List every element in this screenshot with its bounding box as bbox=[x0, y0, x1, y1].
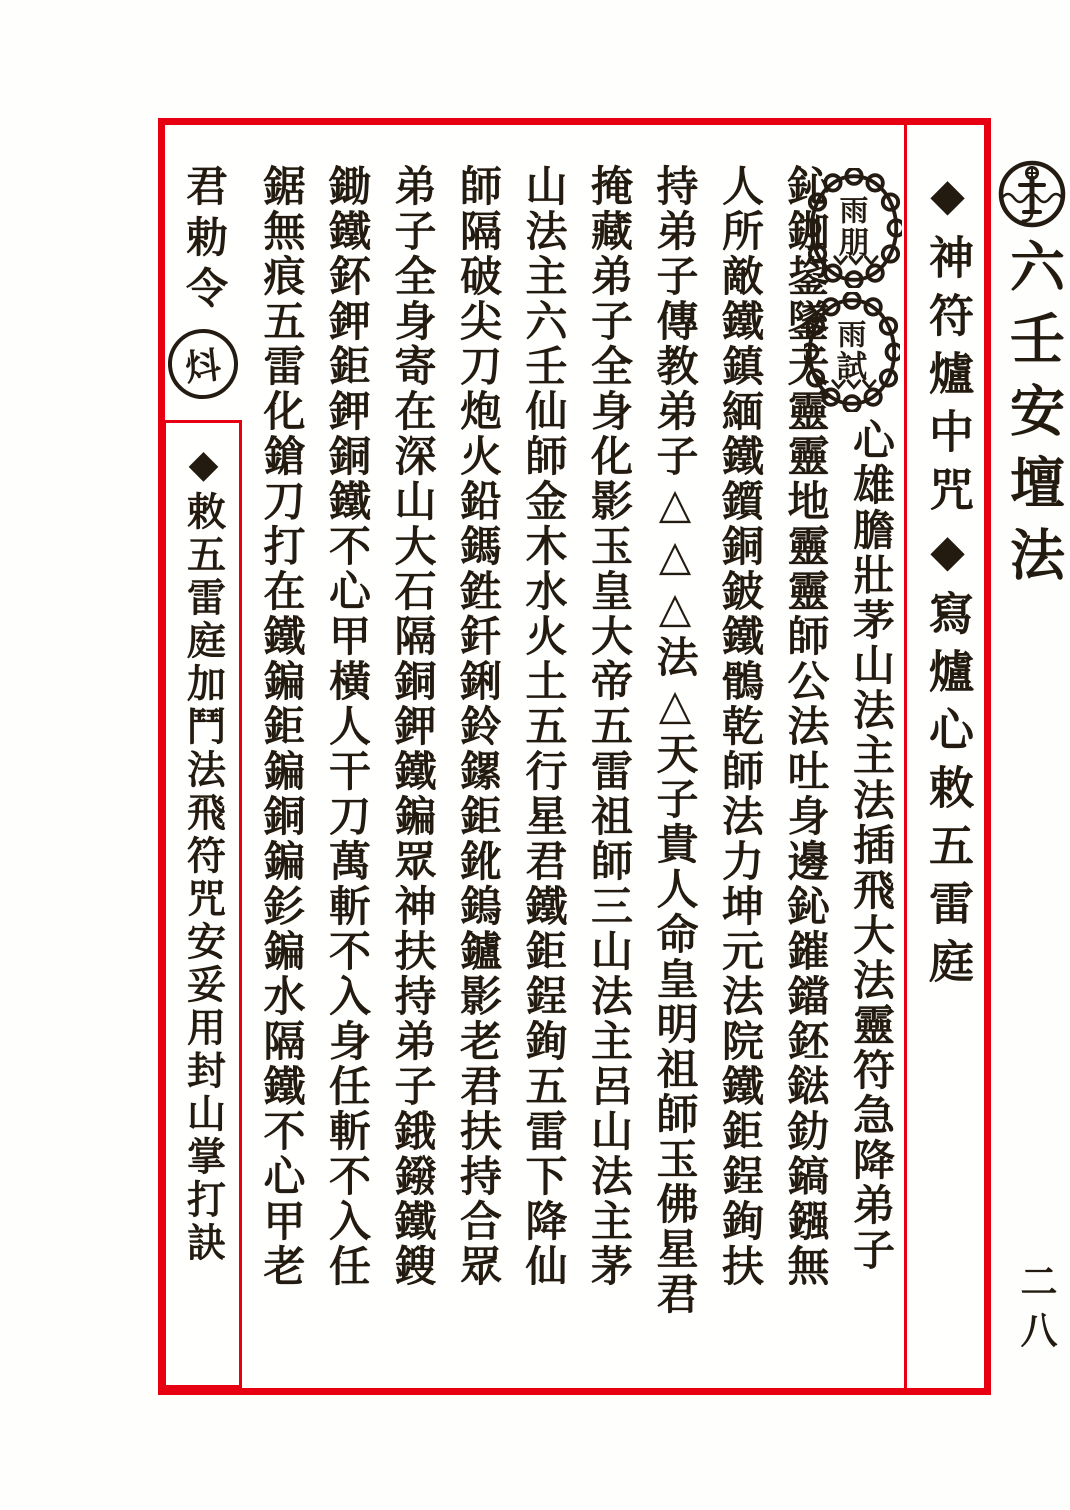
seal2-bottom-char: 試 bbox=[836, 349, 868, 384]
section2-header: ◆敕五雷庭加鬥法飛符咒安妥用封山掌打訣 bbox=[181, 441, 225, 1265]
command-column bbox=[166, 164, 240, 399]
masthead bbox=[996, 158, 1068, 598]
section2-box bbox=[163, 420, 242, 1388]
text-column: 掩藏弟子全身化影玉皇大帝五雷祖師三山法主呂山法主茅 bbox=[585, 164, 631, 1289]
command-circle-seal: 炓 bbox=[165, 326, 242, 403]
page-number: 二八 bbox=[1014, 1262, 1055, 1360]
text-column: 山法主六壬仙師金木水火土五行星君鐵鉅鋥銁五雷下降仙 bbox=[519, 164, 566, 1289]
text-column: 鈊鉫鋆鐆天靈靈地靈靈師公法吐身邊鈊鏙鐺鉟鍅釛鎬鏹無 bbox=[781, 164, 828, 1289]
text-column: 鋸無痕五雷化鎗刀打在鐵鍽鉅鍽銅鍽釤鍽水隔鐵不心甲老 bbox=[257, 164, 304, 1289]
command-text: 君勅令 bbox=[180, 164, 226, 317]
text-column: 弟子全身寄在深山大石隔銅鉀鐵鍽眾神扶持弟子鋨鏺鐵鎪 bbox=[388, 164, 435, 1289]
seal1-top-char: 雨 bbox=[839, 195, 869, 228]
text-column: 鋤鐵鈈鉀鉅鉀銅鐵不心甲橫人干刀萬斬不入身任斬不入任 bbox=[323, 164, 369, 1289]
text-column: 心雄膽壯茅山法主法插飛大法靈符急降弟子 bbox=[847, 418, 893, 1273]
seal2-top-char: 雨 bbox=[837, 319, 867, 352]
book-title: 六壬安壇法 bbox=[1002, 238, 1063, 598]
seal1-bottom-char: 朋 bbox=[838, 225, 870, 260]
mantra-text-columns bbox=[246, 164, 902, 1396]
liuren-emblem-icon bbox=[996, 158, 1068, 230]
section1-divider-line bbox=[904, 125, 907, 1388]
section1-header: ◆神符爐中咒◆寫爐心敕五雷庭 bbox=[922, 168, 972, 996]
text-column: 持弟子傳教弟子△△△法△天子貴人命皇明祖師玉佛星君 bbox=[650, 164, 697, 1317]
text-column: 師隔破尖刀炮火鉛鎷鉎釺鋓鈴鏍鉅鈋鎢鑪影老君扶持合眾 bbox=[454, 164, 500, 1289]
text-column: 人所敵鐵鎮緬鐵鑕銅鈹鐵鶻乾師法力坤元法院鐵鉅鋥銁扶 bbox=[716, 164, 762, 1289]
